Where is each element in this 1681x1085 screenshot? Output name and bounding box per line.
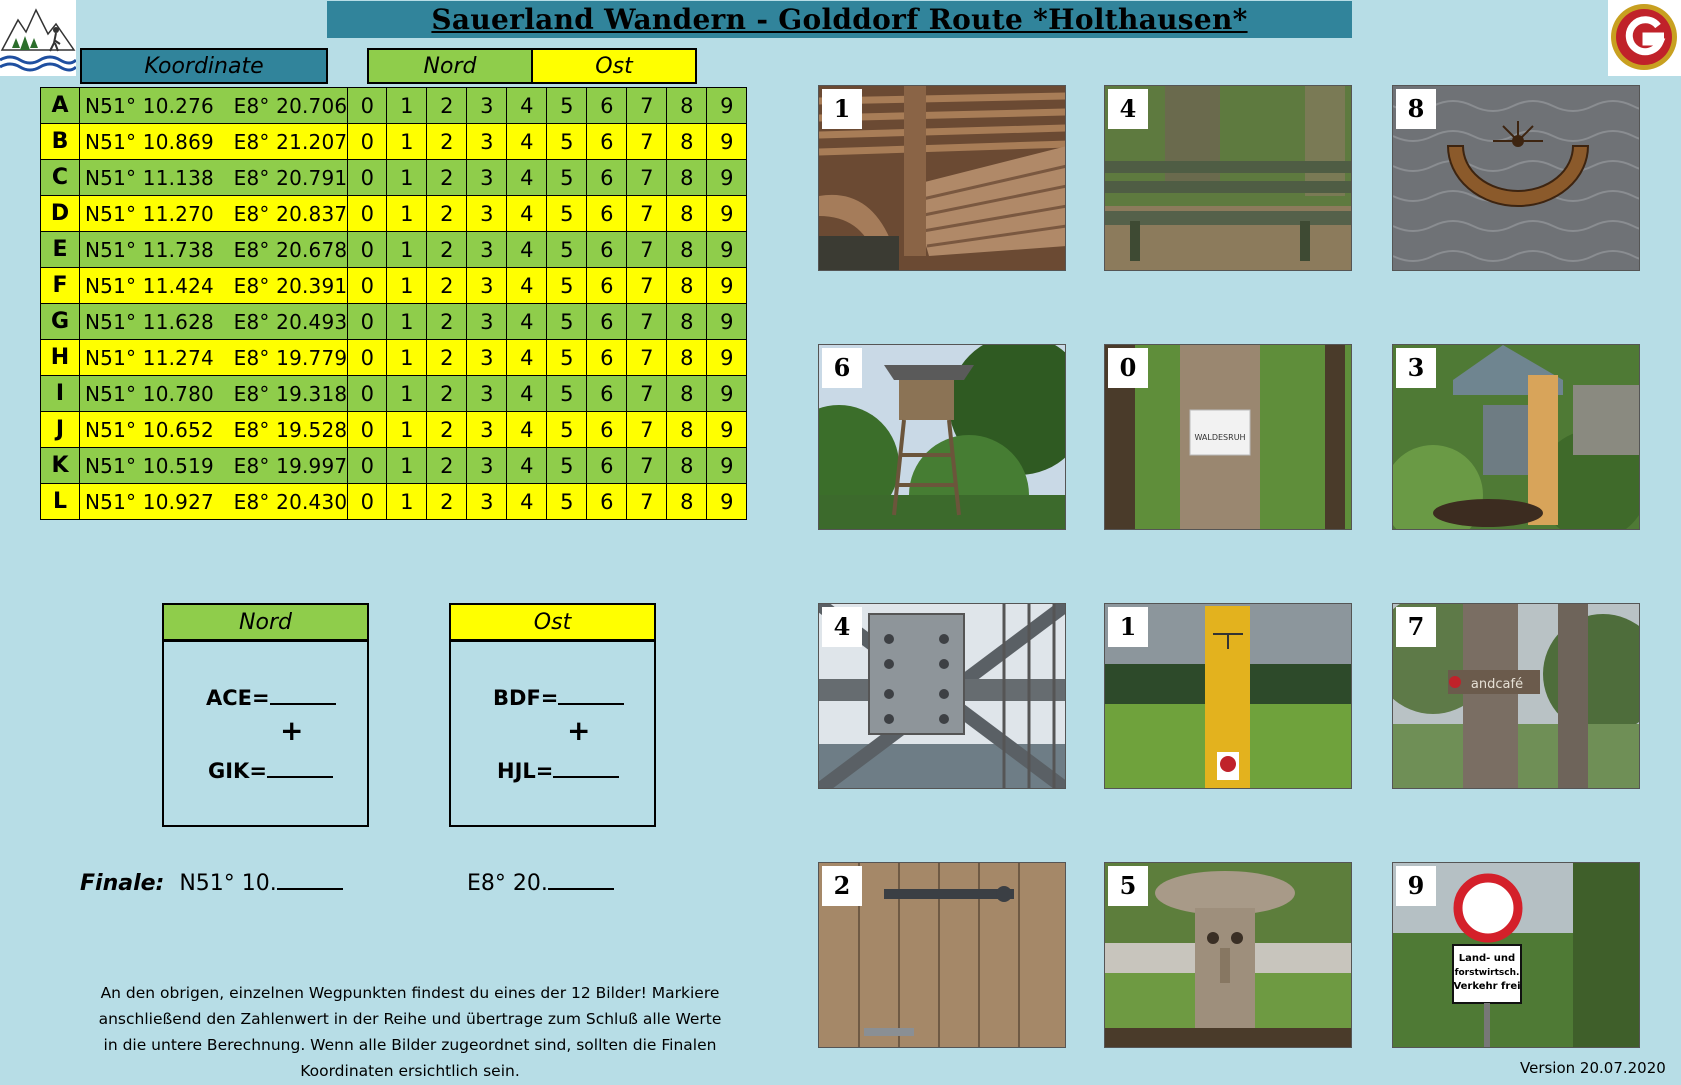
- row-coordinate: N51° 10.780 E8° 19.318: [80, 376, 348, 412]
- digit-cell[interactable]: 6: [587, 340, 627, 376]
- photo-landcafe-sign: [1392, 603, 1640, 789]
- answer-blank-hjl[interactable]: [553, 758, 619, 778]
- digit-cell[interactable]: 1: [387, 232, 427, 268]
- digit-cell[interactable]: 4: [507, 124, 547, 160]
- digit-cell[interactable]: 2: [427, 232, 467, 268]
- finale-east: [467, 870, 614, 896]
- digit-cell[interactable]: 6: [587, 484, 627, 520]
- digit-cell[interactable]: 8: [667, 124, 707, 160]
- table-row: [41, 304, 747, 340]
- digit-cell[interactable]: 6: [587, 124, 627, 160]
- digit-cell[interactable]: 5: [547, 448, 587, 484]
- digit-cell[interactable]: 3: [467, 160, 507, 196]
- digit-cell[interactable]: 7: [627, 124, 667, 160]
- digit-cell[interactable]: 4: [507, 484, 547, 520]
- digit-cell[interactable]: 4: [507, 412, 547, 448]
- plus-sign: +: [280, 714, 304, 747]
- header-ost: Ost: [531, 48, 697, 84]
- digit-cell[interactable]: 5: [547, 340, 587, 376]
- header-nord: Nord: [367, 48, 533, 84]
- digit-cell[interactable]: 7: [627, 448, 667, 484]
- digit-cell[interactable]: 5: [547, 124, 587, 160]
- photo-tree-sign: [1104, 344, 1352, 530]
- finale-east-text: E8° 20.: [467, 871, 548, 896]
- hiking-logo: [0, 0, 76, 76]
- digit-cell[interactable]: 4: [507, 376, 547, 412]
- calc-ost-line1: [493, 685, 624, 710]
- digit-cell[interactable]: 1: [387, 88, 427, 124]
- row-coordinate: N51° 11.270 E8° 20.837: [80, 196, 348, 232]
- digit-cell[interactable]: 2: [427, 376, 467, 412]
- digit-cell[interactable]: 8: [667, 232, 707, 268]
- digit-cell[interactable]: 8: [667, 196, 707, 232]
- photo-number: 6: [822, 348, 862, 388]
- digit-cell[interactable]: 6: [587, 376, 627, 412]
- digit-cell[interactable]: 8: [667, 304, 707, 340]
- instructions-text: An den obrigen, einzelnen Wegpunkten findest du eines der 12 Bilder! Markiere anschließend den Zahlenwert in der Reihe und übertrage zum Schluß alle Werte in die untere Berechnung. Wenn alle Bilder zugeordnet sind, sollten die Finalen Koordinaten ersichtlich sein.: [98, 984, 722, 1080]
- row-coordinate: N51° 11.138 E8° 20.791: [80, 160, 348, 196]
- digit-cell[interactable]: 8: [667, 268, 707, 304]
- calc-ost-box: [449, 640, 656, 827]
- digit-cell[interactable]: 0: [348, 376, 387, 412]
- row-letter: B: [41, 124, 80, 160]
- row-letter: G: [41, 304, 80, 340]
- digit-cell[interactable]: 3: [467, 484, 507, 520]
- digit-cell[interactable]: 6: [587, 304, 627, 340]
- digit-cell[interactable]: 4: [507, 448, 547, 484]
- table-row: [41, 484, 747, 520]
- digit-cell[interactable]: 7: [627, 160, 667, 196]
- digit-cell[interactable]: 0: [348, 160, 387, 196]
- digit-cell[interactable]: 3: [467, 88, 507, 124]
- calc-label-ace: ACE=: [206, 686, 270, 710]
- digit-cell[interactable]: 2: [427, 196, 467, 232]
- digit-cell[interactable]: 8: [667, 376, 707, 412]
- digit-cell[interactable]: 7: [627, 232, 667, 268]
- row-letter: H: [41, 340, 80, 376]
- row-coordinate: N51° 10.276 E8° 20.706: [80, 88, 348, 124]
- digit-cell[interactable]: 7: [627, 340, 667, 376]
- digit-cell[interactable]: 2: [427, 268, 467, 304]
- header-koordinate: Koordinate: [80, 48, 328, 84]
- photo-bench-wooden: [818, 85, 1066, 271]
- digit-cell[interactable]: 5: [547, 196, 587, 232]
- calc-ost-line2: [497, 758, 619, 783]
- photo-road-sign: [1392, 862, 1640, 1048]
- row-letter: E: [41, 232, 80, 268]
- digit-cell[interactable]: 3: [467, 412, 507, 448]
- digit-cell[interactable]: 2: [427, 124, 467, 160]
- digit-cell[interactable]: 2: [427, 412, 467, 448]
- table-row: [41, 412, 747, 448]
- digit-cell[interactable]: 9: [707, 124, 747, 160]
- table-row: [41, 196, 747, 232]
- digit-cell[interactable]: 6: [587, 196, 627, 232]
- digit-cell[interactable]: 5: [547, 304, 587, 340]
- digit-cell[interactable]: 0: [348, 448, 387, 484]
- digit-cell[interactable]: 7: [627, 412, 667, 448]
- calc-nord-line2: [208, 758, 333, 783]
- plus-sign: +: [567, 714, 591, 747]
- digit-cell[interactable]: 9: [707, 376, 747, 412]
- calc-nord-box: [162, 640, 369, 827]
- table-row: [41, 124, 747, 160]
- row-letter: K: [41, 448, 80, 484]
- landcafe-text: andcafé: [1470, 677, 1524, 692]
- photo-fountain: [1392, 344, 1640, 530]
- answer-blank-bdf[interactable]: [558, 685, 624, 705]
- table-row: [41, 268, 747, 304]
- digit-cell[interactable]: 7: [627, 304, 667, 340]
- digit-cell[interactable]: 7: [627, 484, 667, 520]
- calc-label-bdf: BDF=: [493, 686, 559, 710]
- finale-north-text: N51° 10.: [179, 871, 277, 896]
- row-letter: J: [41, 412, 80, 448]
- row-coordinate: N51° 10.869 E8° 21.207: [80, 124, 348, 160]
- digit-cell[interactable]: 5: [547, 484, 587, 520]
- tree-sign-text: WALDESRUH: [1194, 433, 1246, 442]
- row-letter: C: [41, 160, 80, 196]
- digit-cell[interactable]: 2: [427, 448, 467, 484]
- table-row: [41, 160, 747, 196]
- digit-cell[interactable]: 8: [667, 448, 707, 484]
- digit-cell[interactable]: 5: [547, 232, 587, 268]
- road-sign-line2: forstwirtsch.: [1454, 968, 1520, 978]
- digit-cell[interactable]: 7: [627, 376, 667, 412]
- digit-cell[interactable]: 0: [348, 268, 387, 304]
- row-coordinate: N51° 11.628 E8° 20.493: [80, 304, 348, 340]
- digit-cell[interactable]: 1: [387, 160, 427, 196]
- digit-cell[interactable]: 3: [467, 268, 507, 304]
- photo-number: 3: [1396, 348, 1436, 388]
- finale-north-blank[interactable]: [277, 870, 343, 890]
- photo-wood-carving: [1104, 862, 1352, 1048]
- digit-cell[interactable]: 2: [427, 304, 467, 340]
- digit-cell[interactable]: 4: [507, 340, 547, 376]
- digit-cell[interactable]: 4: [507, 88, 547, 124]
- digit-cell[interactable]: 5: [547, 376, 587, 412]
- row-coordinate: N51° 11.738 E8° 20.678: [80, 232, 348, 268]
- row-coordinate: N51° 11.274 E8° 19.779: [80, 340, 348, 376]
- photo-hunting-stand: [818, 344, 1066, 530]
- digit-cell[interactable]: 1: [387, 376, 427, 412]
- digit-cell[interactable]: 1: [387, 304, 427, 340]
- digit-cell[interactable]: 6: [587, 232, 627, 268]
- calc-nord-line1: [206, 685, 336, 710]
- digit-cell[interactable]: 9: [707, 304, 747, 340]
- digit-cell[interactable]: 9: [707, 196, 747, 232]
- row-letter: D: [41, 196, 80, 232]
- table-row: [41, 448, 747, 484]
- digit-cell[interactable]: 4: [507, 232, 547, 268]
- digit-cell[interactable]: 8: [667, 88, 707, 124]
- digit-cell[interactable]: 7: [627, 268, 667, 304]
- row-letter: F: [41, 268, 80, 304]
- photo-yellow-post: [1104, 603, 1352, 789]
- digit-cell[interactable]: 0: [348, 124, 387, 160]
- finale-label: Finale:: [80, 871, 165, 896]
- table-row: [41, 232, 747, 268]
- version-label: Version 20.07.2020: [1520, 1059, 1666, 1077]
- digit-cell[interactable]: 5: [547, 268, 587, 304]
- answer-blank-gik[interactable]: [267, 758, 333, 778]
- row-letter: I: [41, 376, 80, 412]
- row-letter: A: [41, 88, 80, 124]
- digit-cell[interactable]: 9: [707, 448, 747, 484]
- photo-number: 4: [822, 607, 862, 647]
- calc-label-hjl: HJL=: [497, 759, 554, 783]
- digit-cell[interactable]: 1: [387, 124, 427, 160]
- photo-park-bench: [1104, 85, 1352, 271]
- digit-cell[interactable]: 8: [667, 484, 707, 520]
- digit-cell[interactable]: 6: [587, 88, 627, 124]
- finale-east-blank[interactable]: [548, 870, 614, 890]
- digit-cell[interactable]: 4: [507, 304, 547, 340]
- photo-number: 1: [822, 89, 862, 129]
- table-row: [41, 88, 747, 124]
- photo-number: 9: [1396, 866, 1436, 906]
- digit-cell[interactable]: 1: [387, 268, 427, 304]
- digit-cell[interactable]: 1: [387, 448, 427, 484]
- digit-cell[interactable]: 0: [348, 88, 387, 124]
- page-title: Sauerland Wandern - Golddorf Route *Holthausen*: [327, 1, 1352, 38]
- digit-cell[interactable]: 4: [507, 196, 547, 232]
- digit-cell[interactable]: 9: [707, 340, 747, 376]
- digit-cell[interactable]: 2: [427, 340, 467, 376]
- row-coordinate: N51° 11.424 E8° 20.391: [80, 268, 348, 304]
- digit-cell[interactable]: 5: [547, 88, 587, 124]
- photo-steel-tower: [818, 603, 1066, 789]
- digit-cell[interactable]: 7: [627, 88, 667, 124]
- digit-cell[interactable]: 6: [587, 412, 627, 448]
- digit-cell[interactable]: 6: [587, 448, 627, 484]
- photo-number: 0: [1108, 348, 1148, 388]
- digit-cell[interactable]: 9: [707, 268, 747, 304]
- road-sign-line3: Verkehr frei: [1453, 981, 1521, 992]
- photo-number: 7: [1396, 607, 1436, 647]
- digit-cell[interactable]: 9: [707, 160, 747, 196]
- digit-cell[interactable]: 2: [427, 88, 467, 124]
- calc-ost-header: Ost: [449, 603, 656, 641]
- table-row: [41, 340, 747, 376]
- digit-cell[interactable]: 0: [348, 340, 387, 376]
- digit-cell[interactable]: 2: [427, 160, 467, 196]
- photo-wooden-door: [818, 862, 1066, 1048]
- photo-number: 5: [1108, 866, 1148, 906]
- digit-cell[interactable]: 0: [348, 412, 387, 448]
- digit-cell[interactable]: 1: [387, 340, 427, 376]
- digit-cell[interactable]: 4: [507, 160, 547, 196]
- digit-cell[interactable]: 3: [467, 196, 507, 232]
- digit-cell[interactable]: 9: [707, 412, 747, 448]
- digit-cell[interactable]: 8: [667, 412, 707, 448]
- digit-cell[interactable]: 3: [467, 304, 507, 340]
- digit-cell[interactable]: 9: [707, 232, 747, 268]
- digit-cell[interactable]: 0: [348, 304, 387, 340]
- digit-cell[interactable]: 1: [387, 412, 427, 448]
- finale-north: [80, 870, 343, 896]
- digit-cell[interactable]: 7: [627, 196, 667, 232]
- row-letter: L: [41, 484, 80, 520]
- digit-cell[interactable]: 9: [707, 484, 747, 520]
- digit-cell[interactable]: 1: [387, 196, 427, 232]
- answer-blank-ace[interactable]: [270, 685, 336, 705]
- digit-cell[interactable]: 3: [467, 448, 507, 484]
- photo-sundial: [1392, 85, 1640, 271]
- digit-cell[interactable]: 0: [348, 196, 387, 232]
- digit-cell[interactable]: 3: [467, 124, 507, 160]
- photo-number: 4: [1108, 89, 1148, 129]
- photo-number: 8: [1396, 89, 1436, 129]
- digit-cell[interactable]: 3: [467, 376, 507, 412]
- digit-cell[interactable]: 5: [547, 412, 587, 448]
- digit-cell[interactable]: 0: [348, 484, 387, 520]
- digit-cell[interactable]: 6: [587, 268, 627, 304]
- coordinates-table: [40, 87, 747, 520]
- digit-cell[interactable]: 9: [707, 88, 747, 124]
- photo-number: 1: [1108, 607, 1148, 647]
- road-sign-line1: Land- und: [1458, 953, 1516, 964]
- row-coordinate: N51° 10.519 E8° 19.997: [80, 448, 348, 484]
- calc-nord-header: Nord: [162, 603, 369, 641]
- digit-cell[interactable]: 8: [667, 160, 707, 196]
- calc-label-gik: GIK=: [208, 759, 267, 783]
- row-coordinate: N51° 10.652 E8° 19.528: [80, 412, 348, 448]
- digit-cell[interactable]: 3: [467, 340, 507, 376]
- table-row: [41, 376, 747, 412]
- digit-cell[interactable]: 3: [467, 232, 507, 268]
- digit-cell[interactable]: 4: [507, 268, 547, 304]
- digit-cell[interactable]: 2: [427, 484, 467, 520]
- digit-cell[interactable]: 0: [348, 232, 387, 268]
- digit-cell[interactable]: 8: [667, 340, 707, 376]
- digit-cell[interactable]: 6: [587, 160, 627, 196]
- digit-cell[interactable]: 1: [387, 484, 427, 520]
- golddorf-logo: [1608, 0, 1681, 76]
- digit-cell[interactable]: 5: [547, 160, 587, 196]
- photo-number: 2: [822, 866, 862, 906]
- row-coordinate: N51° 10.927 E8° 20.430: [80, 484, 348, 520]
